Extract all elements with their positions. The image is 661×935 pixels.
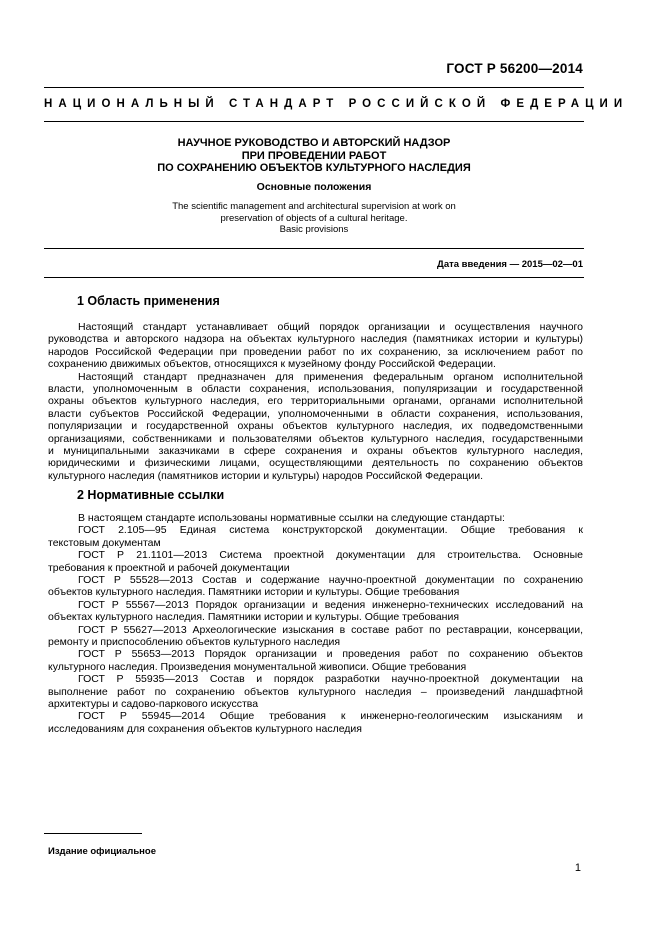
reference-line: ГОСТ 2.105—95 Единая система конструкторской документации. Общие требования к (78, 524, 583, 537)
reference-line: требования к проектной и рабочей документации (48, 561, 290, 574)
paragraph-line: Настоящий стандарт предназначен для применения федеральным органом исполнительной (78, 370, 583, 383)
title-line: ПО СОХРАНЕНИЮ ОБЪЕКТОВ КУЛЬТУРНОГО НАСЛЕДИЯ (157, 162, 471, 174)
paragraph-line: власти, уполномоченным в области сохранения, использования, популяризации и государственной (48, 383, 583, 395)
page-number: 1 (574, 862, 581, 874)
section-2-heading: 2 Нормативные ссылки (77, 488, 225, 502)
reference-line: ГОСТ Р 55567—2013 Порядок организации и ведения инженерно-технических исследований на (78, 598, 583, 611)
document-title (44, 137, 584, 175)
section-1-heading: 1 Область применения (77, 294, 220, 308)
reference-line: культурного наследия. Произведения монументальной живописи. Общие требования (48, 660, 467, 673)
reference-line: объектах культурного наследия. Памятники истории и культуры. Общие требования (48, 611, 460, 624)
english-title-line: preservation of objects of a cultural heritage. (220, 212, 408, 224)
reference-line: исследованиям для сохранения объектов культурного наследия (48, 722, 362, 735)
footer-rule (44, 833, 142, 834)
reference-line: ГОСТ Р 55528—2013 Состав и содержание научно-проектной документации по сохранению (78, 574, 583, 586)
paragraph-line: организациями, собственниками и пользователями объектов культурного наследия, государственными (48, 432, 583, 445)
reference-line: выполнение работ по сохранению объектов культурного наследия – произведений ландшафтной (48, 685, 583, 698)
paragraph-line: власти субъектов Российской Федерации, уполномоченными в области сохранения, использования, (48, 407, 583, 420)
reference-line: ремонту и приспособлению объектов культурного наследия (48, 636, 341, 648)
standard-banner: НАЦИОНАЛЬНЫЙ СТАНДАРТ РОССИЙСКОЙ ФЕДЕРАЦИИ (44, 98, 629, 110)
document-subtitle: Основные положения (256, 181, 372, 193)
reference-line: архитектуры и садово-паркового искусства (48, 698, 259, 710)
date-rule (44, 277, 584, 278)
reference-line: ГОСТ Р 55653—2013 Порядок организации и проведения работ по сохранению объектов (78, 648, 583, 661)
paragraph-line: и муниципальными заказчиками в сфере сохранения и охраны объектов культурного наследия, (48, 445, 583, 457)
reference-line: ГОСТ Р 55627—2013 Археологические изыскания в составе работ по реставрации, консервации, (78, 623, 583, 636)
reference-line: ГОСТ Р 55935—2013 Состав и порядок разработки научно-проектной документации на (78, 673, 583, 686)
reference-line: объектов культурного наследия. Памятники истории и культуры. Общие требования (48, 586, 460, 599)
reference-line: текстовым документам (48, 536, 161, 549)
paragraph-line: охраны объектов культурного наследия, его территориальными органами, органами исполнительной (48, 395, 583, 408)
reference-line: ГОСТ Р 21.1101—2013 Система проектной документации для строительства. Основные (78, 549, 583, 562)
english-title-line: The scientific management and architectural supervision at work on (172, 201, 456, 212)
paragraph-line: руководства и авторского надзора на объектах культурного наследия (памятниках истории и культуры) (48, 333, 583, 346)
english-title (44, 201, 584, 236)
paragraph-line: Настоящий стандарт устанавливает общий порядок организации и осуществления научного (78, 321, 583, 333)
reference-line: ГОСТ Р 55945—2014 Общие требования к инженерно-геологическим изысканиям и (78, 710, 583, 723)
banner-rule (44, 121, 584, 122)
reference-line: В настоящем стандарте использованы нормативные ссылки на следующие стандарты: (78, 512, 505, 524)
title-rule (44, 248, 584, 249)
introduction-date: Дата введения — 2015—02—01 (437, 259, 583, 270)
edition-note: Издание официальное (48, 846, 156, 857)
title-line: ПРИ ПРОВЕДЕНИИ РАБОТ (241, 149, 387, 162)
header-rule (44, 87, 584, 88)
document-code: ГОСТ Р 56200—2014 (446, 61, 583, 76)
paragraph-line: культурного наследия (памятников истории и культуры) народов Российской Федерации. (48, 469, 483, 482)
paragraph-line: юридическими и физическими лицами, осуществляющими деятельность по сохранению объектов (48, 457, 583, 470)
paragraph-line: популяризации и государственной охраны объектов культурного наследия, их подведомственными (48, 420, 583, 433)
paragraph-line: народов Российской Федерации при проведении работ по их сохранению, за исключением работ по (48, 345, 583, 358)
paragraph-line: сохранению движимых объектов, относящихся к музейному фонду Российской Федерации. (48, 358, 496, 371)
title-line: НАУЧНОЕ РУКОВОДСТВО И АВТОРСКИЙ НАДЗОР (177, 137, 451, 149)
english-title-line: Basic provisions (279, 224, 349, 235)
